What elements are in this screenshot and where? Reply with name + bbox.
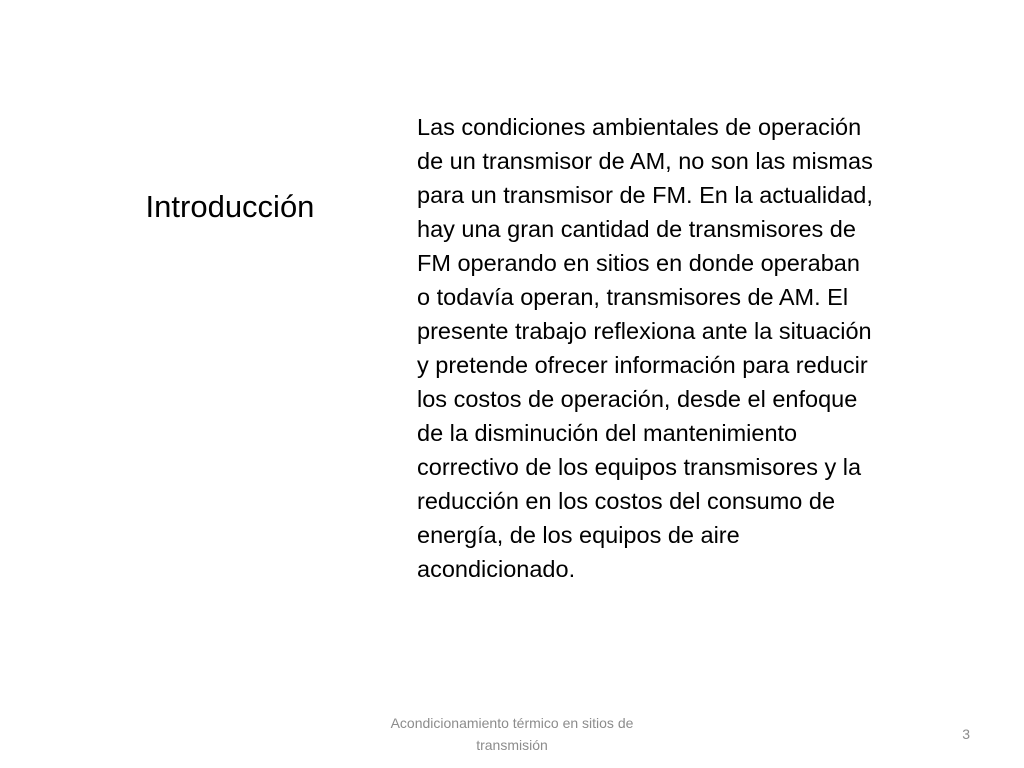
slide-footer: Acondicionamiento térmico en sitios de transmisión <box>390 715 634 753</box>
slide-title: Introducción <box>145 189 315 224</box>
slide-body-text: Las condiciones ambientales de operación de un transmisor de AM, no son las mismas para un transmisor de FM. En la actualidad, hay una gran cantidad de transmisores de FM operando en sitios en donde operaban o todavía operan, transmisores de AM. El presente trabajo reflexiona ante la situación y pretende ofrecer información para reducir los costos de operación, desde el enfoque de la disminución del mantenimiento correctivo de los equipos transmisores y la reducción en los costos del consumo de energía, de los equipos de aire acondicionado. <box>417 114 873 582</box>
slide-page-number: 3 <box>962 726 970 742</box>
